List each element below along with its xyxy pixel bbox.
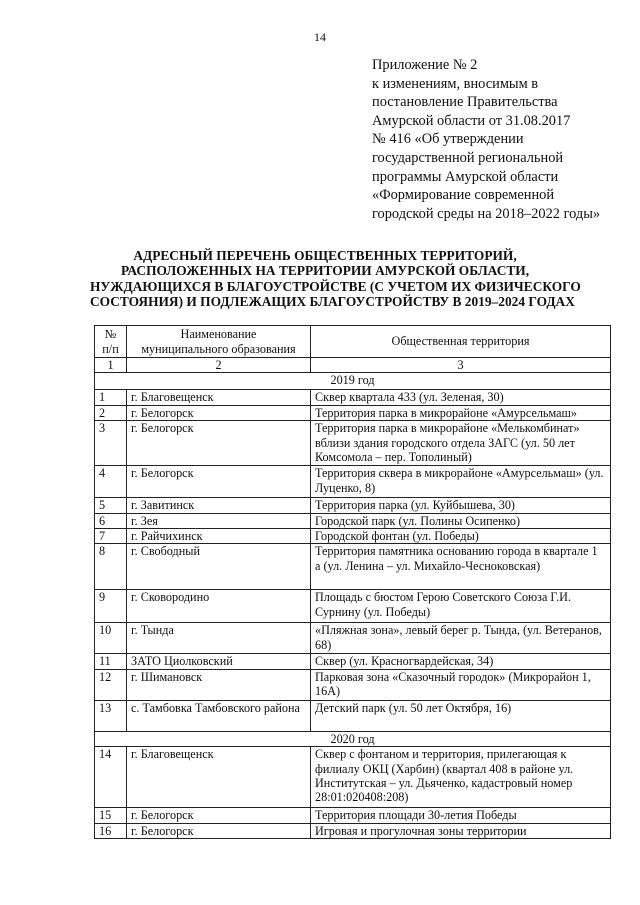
row-territory: «Пляжная зона», левый берег р. Тында, (ул. Ветеранов, 68) [311, 623, 611, 654]
row-municipality: г. Белогорск [127, 823, 311, 838]
row-number: 12 [95, 669, 127, 700]
header-muni-line: муниципального образования [141, 341, 296, 356]
header-num-line: п/п [102, 341, 119, 356]
table-row [95, 590, 611, 623]
appendix-line: государственной региональной [372, 149, 564, 166]
row-territory: Детский парк (ул. 50 лет Октября, 16) [311, 700, 611, 731]
row-number: 13 [95, 700, 127, 731]
row-territory: Территория сквера в микрорайоне «Амурсельмаш» (ул. Луценко, 8) [311, 466, 611, 498]
row-territory: Территория парка (ул. Куйбышева, 30) [311, 498, 611, 513]
row-municipality: ЗАТО Циолковский [127, 654, 311, 669]
row-territory: Городской фонтан (ул. Победы) [311, 529, 611, 544]
row-territory: Территория площади 30-летия Победы [311, 808, 611, 823]
row-territory: Сквер (ул. Красногвардейская, 34) [311, 654, 611, 669]
table-row [95, 823, 611, 838]
title-line: СОСТОЯНИЯ) И ПОДЛЕЖАЩИХ БЛАГОУСТРОЙСТВУ В 2019–2024 ГОДАХ [90, 294, 575, 310]
table-row [95, 669, 611, 700]
year-row [95, 731, 611, 746]
header-num-line: № [104, 327, 117, 342]
row-number: 7 [95, 529, 127, 544]
row-territory: Игровая и прогулочная зоны территории [311, 823, 611, 838]
row-number: 16 [95, 823, 127, 838]
row-municipality: г. Райчихинск [127, 529, 311, 544]
table-row [95, 623, 611, 654]
table-row [95, 421, 611, 466]
appendix-line: к изменениям, вносимым в [372, 75, 539, 92]
table-header-row [95, 326, 611, 358]
column-index: 1 [95, 358, 127, 373]
column-header-number [95, 326, 127, 358]
title-line: АДРЕСНЫЙ ПЕРЕЧЕНЬ ОБЩЕСТВЕННЫХ ТЕРРИТОРИЙ, [133, 248, 517, 263]
table-row [95, 700, 611, 731]
table-row [95, 498, 611, 513]
row-territory: Территория памятника основанию города в квартале 1 а (ул. Ленина – ул. Михайло-Чесноковская) [311, 544, 611, 590]
table-header [95, 326, 611, 358]
table-row [95, 513, 611, 528]
row-territory: Сквер квартала 433 (ул. Зеленая, 30) [311, 390, 611, 405]
appendix-line: постановление Правительства [372, 94, 558, 111]
row-municipality: г. Зея [127, 513, 311, 528]
table-row [95, 529, 611, 544]
row-municipality: г. Свободный [127, 544, 311, 590]
row-municipality: г. Благовещенск [127, 747, 311, 808]
row-municipality: г. Белогорск [127, 466, 311, 498]
row-municipality: г. Тында [127, 623, 311, 654]
row-number: 1 [95, 390, 127, 405]
title-line: РАСПОЛОЖЕННЫХ НА ТЕРРИТОРИИ АМУРСКОЙ ОБЛАСТИ, [120, 263, 530, 279]
row-number: 8 [95, 544, 127, 590]
column-index: 3 [311, 358, 611, 373]
row-number: 2 [95, 405, 127, 420]
row-number: 4 [95, 466, 127, 498]
header-muni-line: Наименование [180, 327, 257, 342]
year-label: 2019 год [95, 373, 611, 390]
column-header-territory [311, 326, 611, 358]
appendix-line: городской среды на 2018–2022 годы» [372, 205, 601, 222]
title-line: НУЖДАЮЩИХСЯ В БЛАГОУСТРОЙСТВЕ (С УЧЕТОМ ИХ ФИЗИЧЕСКОГО [90, 278, 581, 294]
row-municipality: г. Благовещенск [127, 390, 311, 405]
row-number: 14 [95, 747, 127, 808]
row-municipality: с. Тамбовка Тамбовского района [127, 700, 311, 731]
row-number: 9 [95, 590, 127, 623]
appendix-line: «Формирование современной [372, 187, 555, 204]
row-territory: Парковая зона «Сказочный городок» (Микрорайон 1, 16А) [311, 669, 611, 700]
row-territory: Площадь с бюстом Герою Советского Союза Г.И. Сурнину (ул. Победы) [311, 590, 611, 623]
table-row [95, 654, 611, 669]
year-label: 2020 год [95, 731, 611, 746]
page-number: 14 [314, 30, 326, 44]
table-row [95, 405, 611, 420]
table-row [95, 808, 611, 823]
row-territory: Территория парка в микрорайоне «Амурсельмаш» [311, 405, 611, 420]
appendix-line: Амурской области от 31.08.2017 [372, 112, 571, 129]
table-row [95, 747, 611, 808]
appendix-line: Приложение № 2 [372, 57, 478, 73]
row-number: 10 [95, 623, 127, 654]
row-number: 11 [95, 654, 127, 669]
year-row [95, 373, 611, 390]
row-number: 5 [95, 498, 127, 513]
row-number: 3 [95, 421, 127, 466]
column-index: 2 [127, 358, 311, 373]
table-row [95, 544, 611, 590]
row-municipality: г. Завитинск [127, 498, 311, 513]
appendix-line: программы Амурской области [372, 168, 559, 185]
row-number: 15 [95, 808, 127, 823]
table-row [95, 466, 611, 498]
document-title [90, 248, 581, 310]
row-municipality: г. Шимановск [127, 669, 311, 700]
territories-table [94, 325, 611, 839]
appendix-note [372, 56, 634, 223]
row-territory: Городской парк (ул. Полины Осипенко) [311, 513, 611, 528]
row-number: 6 [95, 513, 127, 528]
row-municipality: г. Белогорск [127, 808, 311, 823]
row-municipality: г. Белогорск [127, 405, 311, 420]
row-territory: Территория парка в микрорайоне «Мелькомбинат» вблизи здания городского отдела ЗАГС (ул. 50 лет Комсомола – пер. Тополиный) [311, 421, 611, 466]
header-territory-label: Общественная территория [391, 334, 530, 349]
row-municipality: г. Сковородино [127, 590, 311, 623]
row-territory: Сквер с фонтаном и территория, прилегающая к филиалу ОКЦ (Харбин) (квартал 408 в районе ул. Институтская – ул. Дьяченко, кадастровый номер 28:01:020408:208) [311, 747, 611, 808]
column-header-municipality [127, 326, 311, 358]
table-row [95, 390, 611, 405]
row-municipality: г. Белогорск [127, 421, 311, 466]
appendix-line: № 416 «Об утверждении [372, 131, 524, 148]
column-index-row [95, 358, 611, 373]
